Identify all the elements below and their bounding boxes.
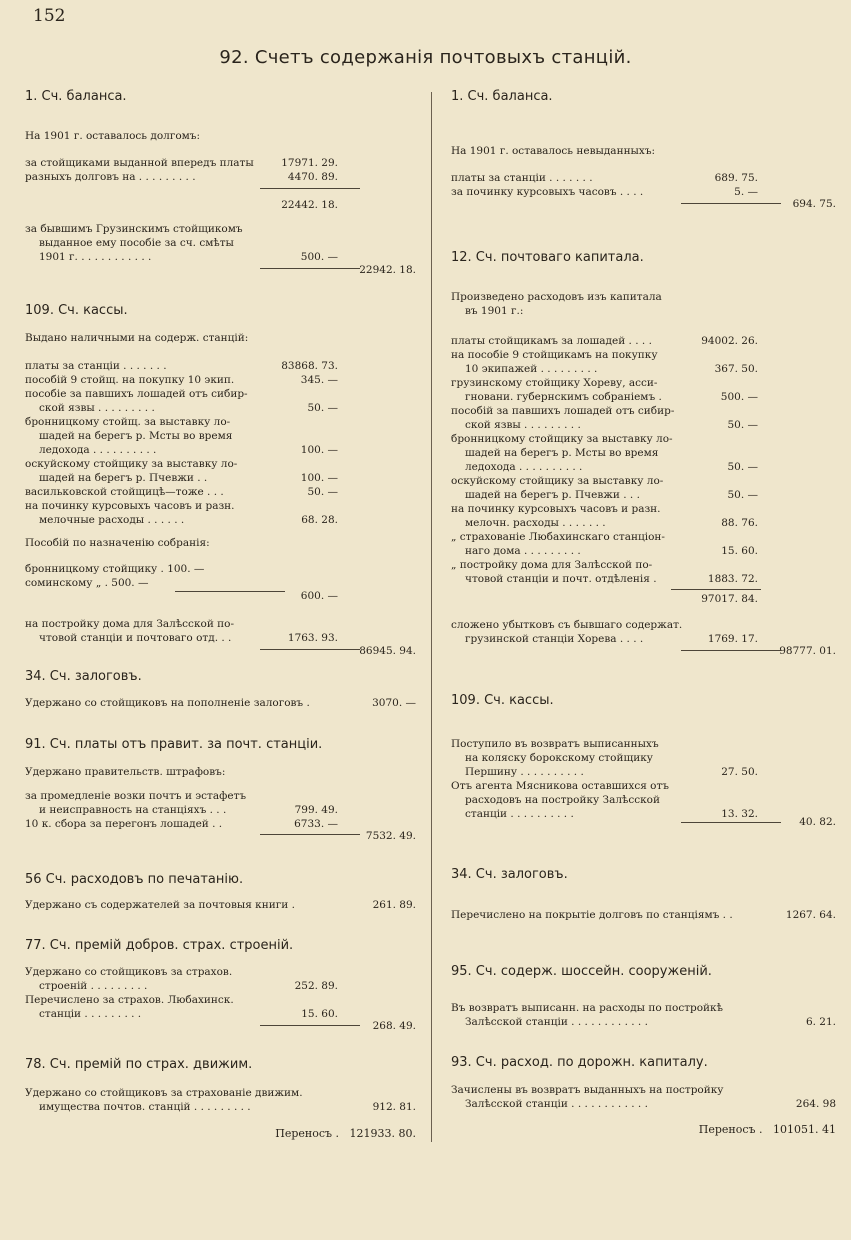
section-heading: 1. Сч. баланса. (25, 89, 127, 104)
carry-value: 121933. 80. (349, 1127, 416, 1140)
section-intro: На 1901 г. оставалось невыданныхъ: (451, 145, 656, 157)
line-label: за бывшимъ Грузинскимъ стойщикомъ (25, 223, 243, 235)
line-label: шадей на берегъ р. Мсты во время (465, 447, 659, 459)
line-label: на коляску борокскому стойщику (465, 752, 653, 764)
section-total: 40. 82. (799, 816, 836, 828)
line-label: пособій 9 стойщ. на покупку 10 экип. (25, 374, 235, 386)
line-label: за починку курсовыхъ часовъ . . . . (451, 186, 644, 198)
line-label: гновани. губернскимъ собраніемъ . (465, 391, 662, 403)
carry-value: 101051. 41 (773, 1123, 836, 1136)
line-label: пособій за павшихъ лошадей отъ сибир- (451, 405, 675, 417)
line-label: имущества почтов. станцій . . . . . . . . . (39, 1101, 251, 1113)
line-value: 100. — (300, 444, 338, 456)
subtotal-value: 600. — (300, 590, 338, 602)
line-label: платы за станціи . . . . . . . (25, 360, 167, 372)
line-label: Перечислено на покрытіе долговъ по станціямъ . . (451, 909, 733, 921)
section-total: 7532. 49. (365, 830, 416, 842)
section-heading: 109. Сч. кассы. (25, 303, 128, 318)
subtotal-value: 22442. 18. (281, 199, 338, 211)
line-label: Въ возвратъ выписанн. на расходы по постройкѣ (451, 1002, 723, 1014)
line-value: 367. 50. (714, 363, 758, 375)
total-rule (260, 1025, 360, 1026)
line-value: 13. 32. (721, 808, 758, 820)
line-label: 10 экипажей . . . . . . . . . (465, 363, 598, 375)
section-heading: 56 Сч. расходовъ по печатанію. (25, 872, 244, 887)
line-label: Удержано со стойщиковъ за страхов. (25, 966, 233, 978)
section-heading: 78. Сч. премій по страх. движим. (25, 1057, 253, 1072)
section-heading: 34. Сч. залоговъ. (25, 669, 142, 684)
line-label: ской язвы . . . . . . . . . (39, 402, 155, 414)
line-label: платы за станціи . . . . . . . (451, 172, 593, 184)
line-value: 6733. — (294, 818, 338, 830)
subtotal-value: 97017. 84. (701, 593, 758, 605)
line-label: выданное ему пособіе за сч. смѣты (39, 237, 234, 249)
line-value: 50. — (307, 402, 338, 414)
section-intro: Пособій по назначенію собранія: (25, 537, 210, 549)
line-value: 1763. 93. (287, 632, 338, 644)
line-label: мелочн. расходы . . . . . . . (465, 517, 606, 529)
section-heading: 91. Сч. платы отъ правит. за почт. станціи. (25, 737, 323, 752)
left-column (25, 0, 416, 1240)
line-label: расходовъ на постройку Залѣсской (465, 794, 660, 806)
line-label: сложено убытковъ съ бывшаго содержат. (451, 619, 683, 631)
line-label: Перечислено за страхов. Любахинск. (25, 994, 234, 1006)
line-value: 252. 89. (294, 980, 338, 992)
line-value: 50. — (307, 486, 338, 498)
line-value: 27. 50. (721, 766, 758, 778)
line-label: „ постройку дома для Залѣсской по- (451, 559, 653, 571)
line-label: и неисправность на станціяхъ . . . (39, 804, 227, 816)
section-total: 98777. 01. (779, 645, 836, 657)
line-label: васильковской стойщицѣ—тоже . . . (25, 486, 224, 498)
line-label: пособіе за павшихъ лошадей отъ сибир- (25, 388, 248, 400)
line-value: 500. — (720, 391, 758, 403)
section-intro: Произведено расходовъ изъ капитала (451, 291, 662, 303)
section-heading: 34. Сч. залоговъ. (451, 867, 568, 882)
line-label: оскуйскому стойщику за выставку ло- (451, 475, 664, 487)
line-label: шадей на берегъ р. Мсты во время (39, 430, 233, 442)
line-value: 50. — (727, 461, 758, 473)
line-value: 50. — (727, 489, 758, 501)
section-heading: 12. Сч. почтоваго капитала. (451, 250, 644, 265)
section-heading: 109. Сч. кассы. (451, 693, 554, 708)
page-title: 92. Счетъ содержанія почтовыхъ станцій. (219, 47, 632, 68)
line-label: Залѣсской станціи . . . . . . . . . . . . (465, 1016, 648, 1028)
line-label: соминскому „ . 500. — (25, 577, 149, 589)
line-value: 1267. 64. (785, 909, 836, 921)
line-label: на починку курсовыхъ часовъ и разн. (25, 500, 235, 512)
line-value: 689. 75. (714, 172, 758, 184)
section-heading: 1. Сч. баланса. (451, 89, 553, 104)
line-label: Зачислены въ возвратъ выданныхъ на постройку (451, 1084, 724, 1096)
section-total: 22942. 18. (359, 264, 416, 276)
line-value: 15. 60. (721, 545, 758, 557)
line-label: грузинскому стойщику Хореву, асси- (451, 377, 658, 389)
total-rule (260, 834, 360, 835)
line-label: Удержано съ содержателей за почтовыя книги . (25, 899, 295, 911)
line-label: ледохода . . . . . . . . . . (465, 461, 583, 473)
total-rule (260, 649, 360, 650)
section-intro: На 1901 г. оставалось долгомъ: (25, 130, 201, 142)
line-label: ледохода . . . . . . . . . . (39, 444, 157, 456)
line-value: 17971. 29. (281, 157, 338, 169)
line-label: платы стойщикамъ за лошадей . . . . (451, 335, 652, 347)
line-label: шадей на берегъ р. Пчевжи . . . (465, 489, 640, 501)
line-value: 88. 76. (721, 517, 758, 529)
line-value: 6. 21. (805, 1016, 836, 1028)
line-value: 1769. 17. (707, 633, 758, 645)
section-intro: Удержано правительств. штрафовъ: (25, 766, 226, 778)
line-label: шадей на берегъ р. Пчевжи . . (39, 472, 208, 484)
carry-forward (275, 1127, 416, 1140)
line-label: строеній . . . . . . . . . (39, 980, 148, 992)
line-label: Першину . . . . . . . . . . (465, 766, 584, 778)
line-value: 50. — (727, 419, 758, 431)
line-label: бронницкому стойщику за выставку ло- (451, 433, 673, 445)
subtotal-rule (260, 188, 360, 189)
column-divider (431, 92, 432, 1142)
line-label: станціи . . . . . . . . . (39, 1008, 142, 1020)
line-label: на пособіе 9 стойщикамъ на покупку (451, 349, 658, 361)
line-label: Удержано со стойщиковъ на пополненіе залоговъ . (25, 697, 310, 709)
line-value: 94002. 26. (701, 335, 758, 347)
section-intro: въ 1901 г.: (465, 305, 524, 317)
total-rule (681, 203, 781, 204)
line-value: 912. 81. (372, 1101, 416, 1113)
line-label: 1901 г. . . . . . . . . . . . (39, 251, 152, 263)
line-value: 1883. 72. (707, 573, 758, 585)
line-value: 261. 89. (372, 899, 416, 911)
line-value: 100. — (300, 472, 338, 484)
line-label: за промедленіе возки почтъ и эстафетъ (25, 790, 247, 802)
line-label: наго дома . . . . . . . . . (465, 545, 581, 557)
line-value: 68. 28. (301, 514, 338, 526)
line-label: ской язвы . . . . . . . . . (465, 419, 581, 431)
line-label: Поступило въ возвратъ выписанныхъ (451, 738, 659, 750)
page-number: 152 (33, 6, 66, 26)
line-value: 500. — (300, 251, 338, 263)
section-total: 268. 49. (372, 1020, 416, 1032)
line-label: станціи . . . . . . . . . . (465, 808, 574, 820)
carry-forward (699, 1123, 836, 1136)
line-label: „ страхованіе Любахинскаго станціон- (451, 531, 665, 543)
line-value: 345. — (300, 374, 338, 386)
line-label: на постройку дома для Залѣсской по- (25, 618, 235, 630)
total-rule (260, 268, 360, 269)
line-label: мелочные расходы . . . . . . (39, 514, 185, 526)
subtotal-rule (671, 589, 761, 590)
line-label: бронницкому стойщ. за выставку ло- (25, 416, 231, 428)
line-label: Отъ агента Мясникова оставшихся отъ (451, 780, 669, 792)
line-label: Удержано со стойщиковъ за страхованіе движим. (25, 1087, 303, 1099)
total-rule (681, 650, 781, 651)
carry-label: Переносъ . (275, 1127, 340, 1140)
section-heading: 95. Сч. содерж. шоссейн. сооруженій. (451, 964, 712, 979)
section-heading: 77. Сч. премій добров. страх. строеній. (25, 938, 294, 953)
line-value: 4470. 89. (287, 171, 338, 183)
line-value: 264. 98 (795, 1098, 836, 1110)
line-value: 83868. 73. (281, 360, 338, 372)
line-value: 3070. — (372, 697, 416, 709)
line-value: 15. 60. (301, 1008, 338, 1020)
line-label: бронницкому стойщику . 100. — (25, 563, 205, 575)
line-label: 10 к. сбора за перегонъ лошадей . . (25, 818, 223, 830)
line-label: оскуйскому стойщику за выставку ло- (25, 458, 238, 470)
subtotal-rule (175, 591, 285, 592)
right-column (451, 0, 836, 1240)
line-label: за стойщиками выданной впередъ платы (25, 157, 254, 169)
line-label: Залѣсской станціи . . . . . . . . . . . . (465, 1098, 648, 1110)
line-value: 5. — (734, 186, 758, 198)
line-label: разныхъ долговъ на . . . . . . . . . (25, 171, 196, 183)
line-value: 799. 49. (294, 804, 338, 816)
section-intro: Выдано наличными на содерж. станцій: (25, 332, 249, 344)
section-total: 694. 75. (792, 198, 836, 210)
section-heading: 93. Сч. расход. по дорожн. капиталу. (451, 1055, 708, 1070)
line-label: чтовой станціи и почтоваго отд. . . (39, 632, 232, 644)
section-total: 86945. 94. (359, 645, 416, 657)
line-label: на починку курсовыхъ часовъ и разн. (451, 503, 661, 515)
line-label: чтовой станціи и почт. отдѣленія . (465, 573, 657, 585)
total-rule (681, 822, 781, 823)
line-label: грузинской станціи Хорева . . . . (465, 633, 644, 645)
carry-label: Переносъ . (698, 1123, 763, 1136)
